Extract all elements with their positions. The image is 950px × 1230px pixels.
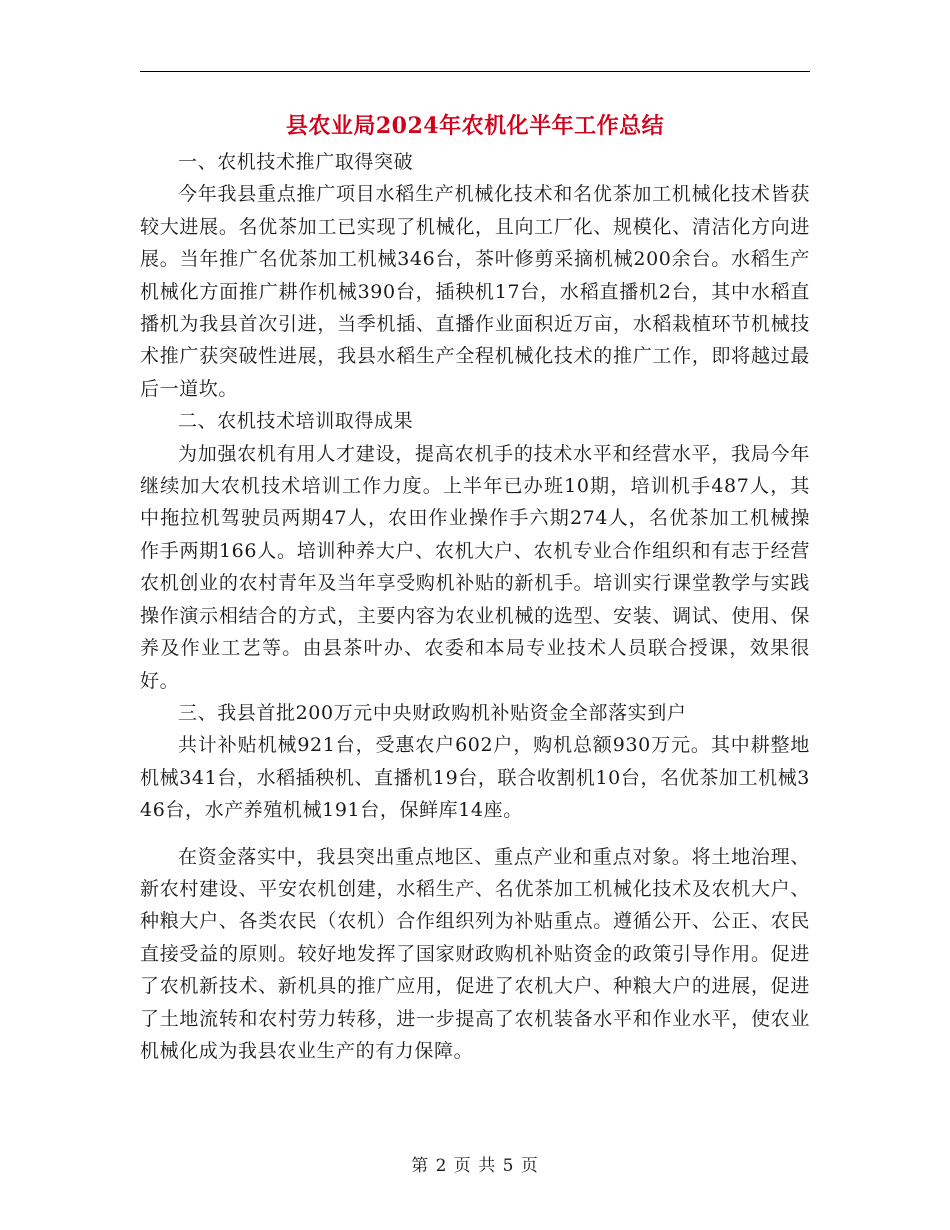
paragraph-1: 今年我县重点推广项目水稻生产机械化技术和名优茶加工机械化技术皆获较大进展。名优茶加工已实现了机械化，且向工厂化、规模化、清洁化方向进展。当年推广名优茶加工机械346台，茶叶修剪采摘机械200余台。水稻生产机械化方面推广耕作机械390台，插秧机17台，水稻直播机2台，其中水稻直播机为我县首次引进，当季机插、直播作业面积近万亩，水稻栽植环节机械技术推广获突破性进展，我县水稻生产全程机械化技术的推广工作，即将越过最后一道坎。: [140, 183, 810, 400]
section-heading-2: 二、农机技术培训取得成果: [178, 410, 414, 433]
paragraph-4: 在资金落实中，我县突出重点地区、重点产业和重点对象。将土地治理、新农村建设、平安农机创建，水稻生产、名优茶加工机械化技术及农机大户、种粮大户、各类农民（农机）合作组织列为补贴重点。遵循公开、公正、农民直接受益的原则。较好地发挥了国家财政购机补贴资金的政策引导作用。促进了农机新技术、新机具的推广应用，促进了农机大户、种粮大户的进展，促进了土地流转和农村劳力转移，进一步提高了农机装备水平和作业水平，使农业机械化成为我县农业生产的有力保障。: [140, 845, 810, 1062]
paragraph-2: 为加强农机有用人才建设，提高农机手的技术水平和经营水平，我局今年继续加大农机技术培训工作力度。上半年已办班10期，培训机手487人，其中拖拉机驾驶员两期47人，农田作业操作手六期274人，名优茶加工机械操作手两期166人。培训种养大户、农机大户、农机专业合作组织和有志于经营农机创业的农村青年及当年享受购机补贴的新机手。培训实行课堂教学与实践操作演示相结合的方式，主要内容为农业机械的选型、安装、调试、使用、保养及作业工艺等。由县茶叶办、农委和本局专业技术人员联合授课，效果很好。: [140, 442, 810, 692]
page-number: 第 2 页 共 5 页: [411, 1156, 539, 1176]
paragraph-3: 共计补贴机械921台，受惠农户602户，购机总额930万元。其中耕整地机械341台，水稻插秧机、直播机19台，联合收割机10台，名优茶加工机械346台，水产养殖机械191台，保鲜库14座。: [140, 734, 810, 822]
section-heading-1: 一、农机技术推广取得突破: [178, 151, 414, 173]
document-body: [140, 146, 810, 1067]
document-title: 县农业局2024年农机化半年工作总结: [285, 113, 665, 139]
header-rule: [140, 71, 810, 72]
section-heading-3: 三、我县首批200万元中央财政购机补贴资金全部落实到户: [178, 701, 687, 724]
